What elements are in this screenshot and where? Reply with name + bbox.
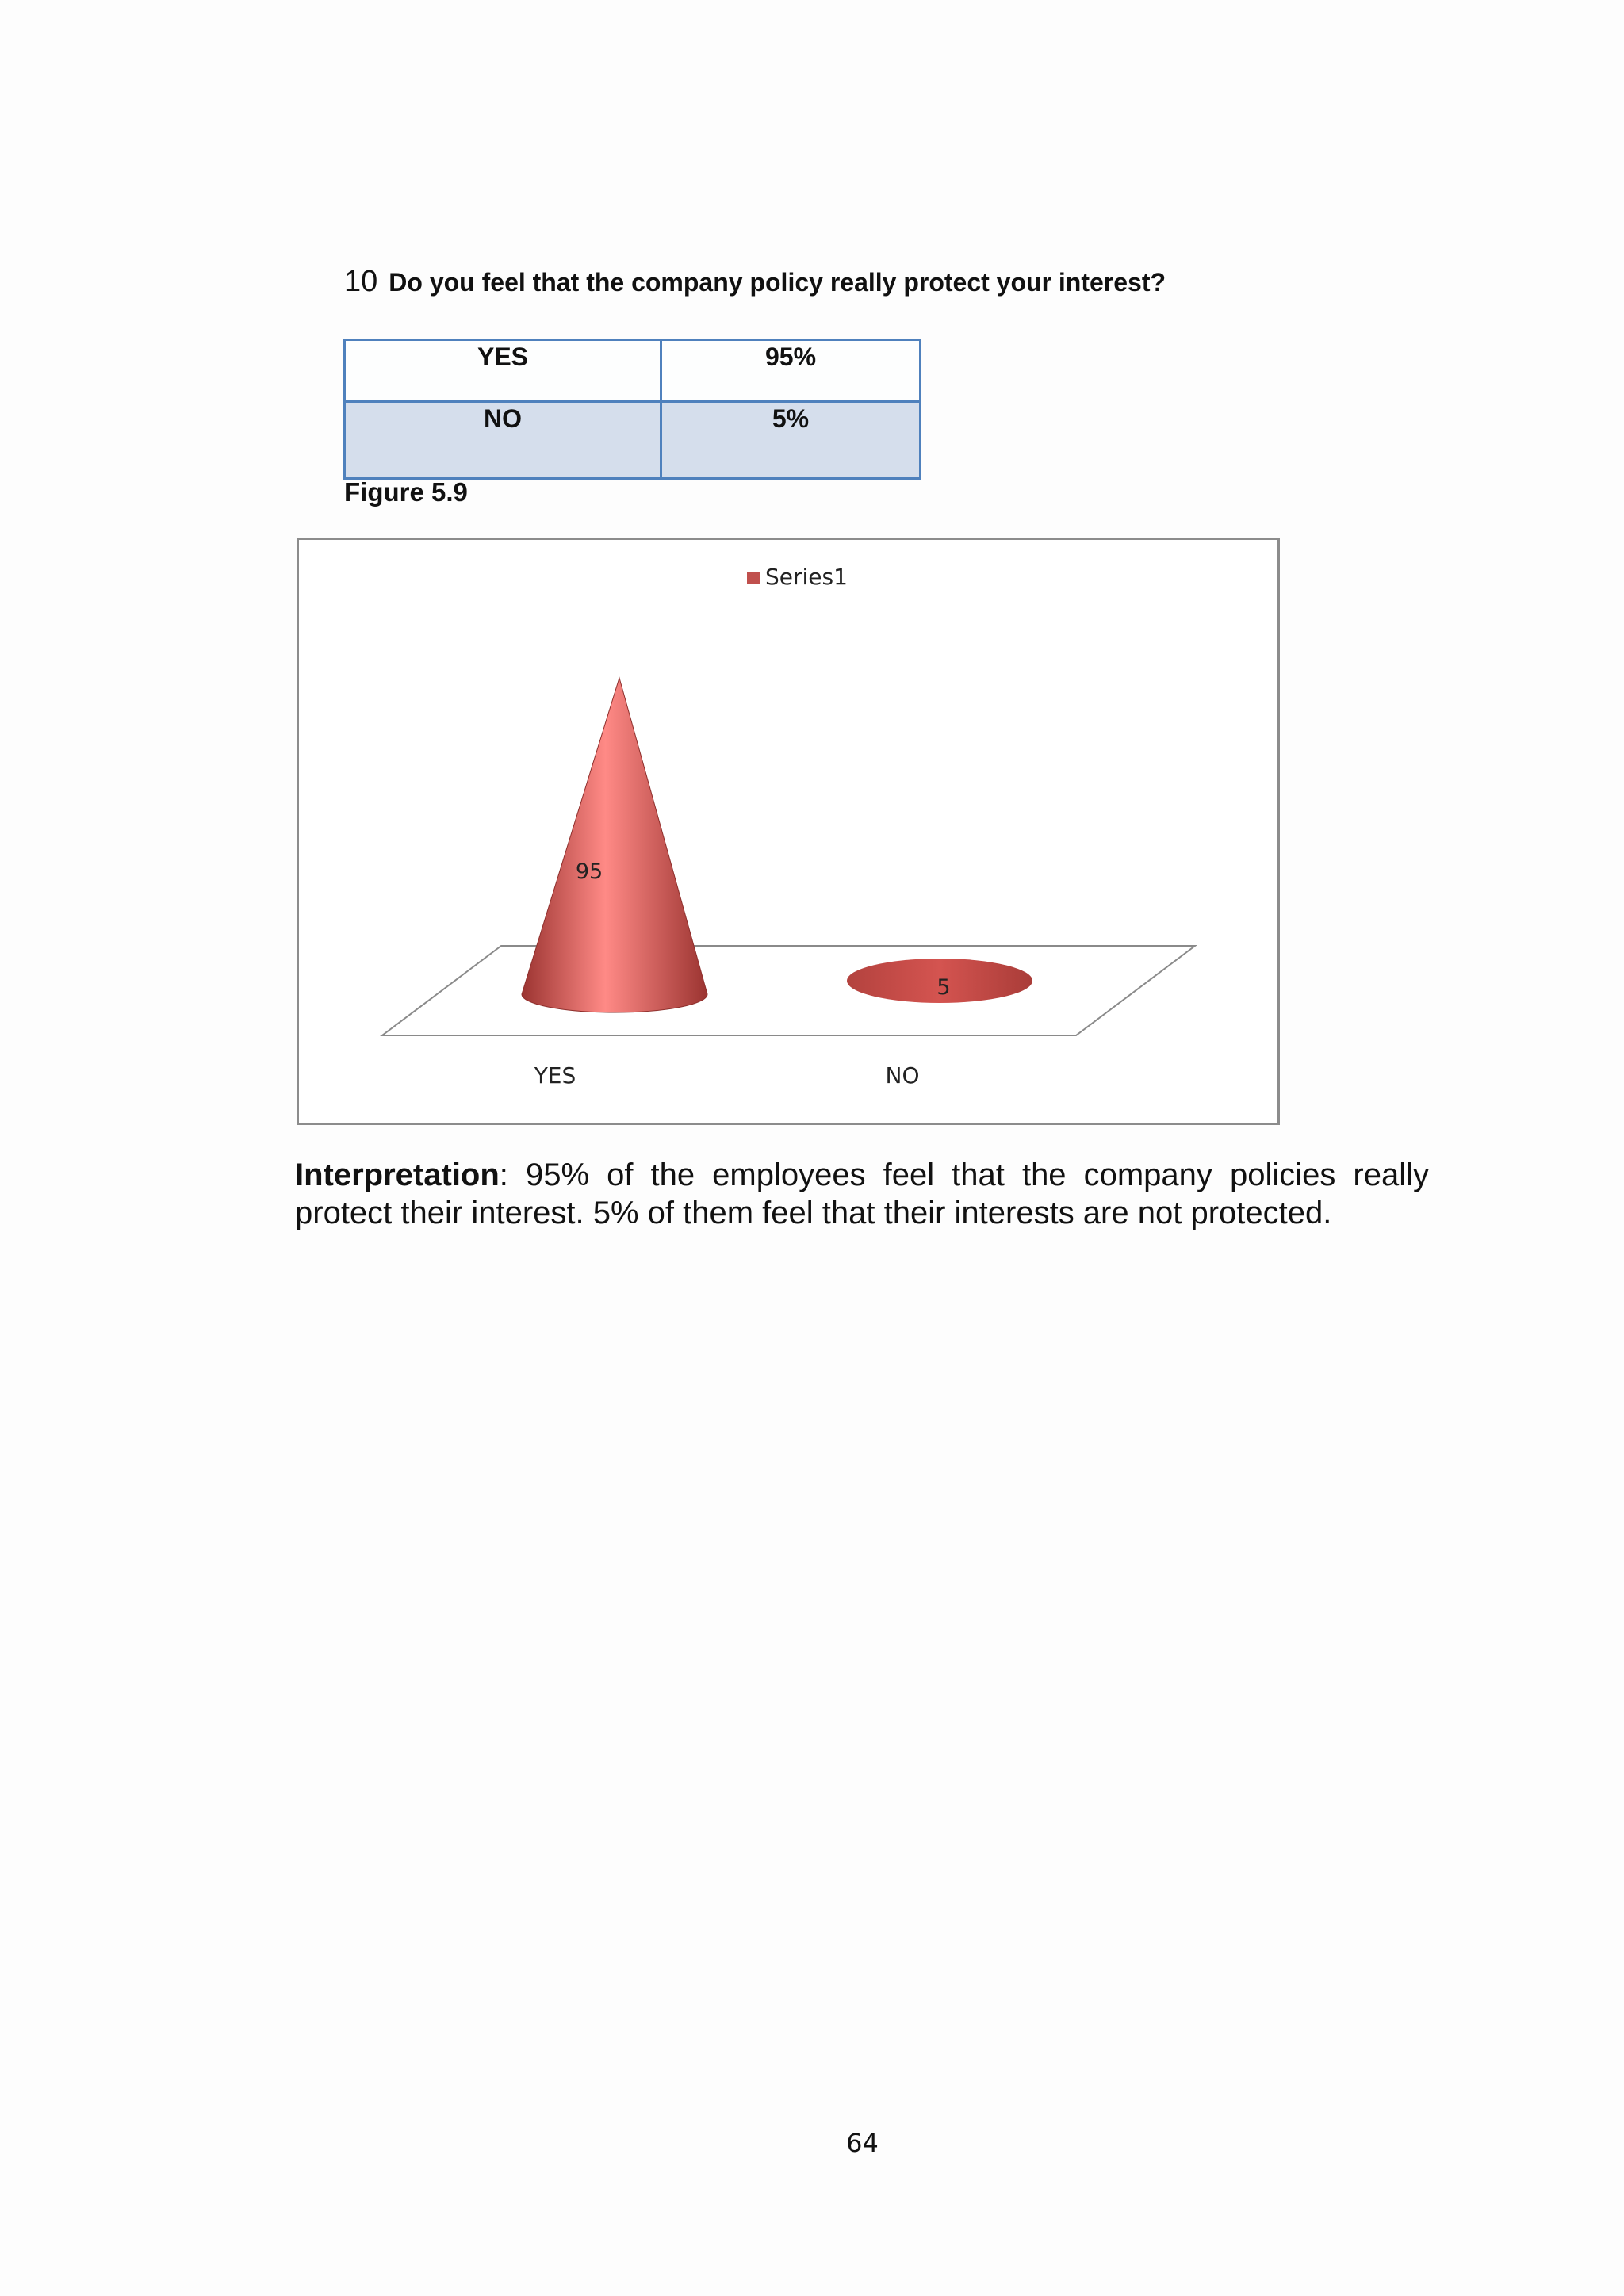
data-label: 95 [575, 859, 603, 884]
question-number: 10 [344, 265, 378, 298]
legend-label: Series1 [765, 564, 848, 590]
question [344, 265, 1166, 299]
table-row [345, 402, 921, 479]
interpretation-separator: : [499, 1158, 508, 1192]
response-table [343, 339, 921, 480]
interpretation-text: 95% of the employees feel that the company policies really protect their interest. 5% of them feel that their interests are not protected. [295, 1158, 1429, 1230]
table-cell-label: NO [345, 402, 661, 479]
table-row [345, 340, 921, 402]
cone-bar-yes [522, 678, 707, 1012]
chart-svg [299, 540, 1277, 1123]
category-label: NO [885, 1062, 920, 1089]
chart-floor [382, 946, 1195, 1035]
legend-swatch [747, 572, 760, 584]
page-number: 64 [846, 2128, 879, 2158]
question-text: Do you feel that the company policy really protect your interest? [389, 268, 1166, 297]
chart [297, 538, 1280, 1125]
category-label: YES [534, 1062, 576, 1089]
figure-caption: Figure 5.9 [344, 477, 468, 507]
table-cell-label: YES [345, 340, 661, 402]
table-cell-value: 5% [661, 402, 921, 479]
interpretation [295, 1156, 1429, 1232]
interpretation-label: Interpretation [295, 1158, 500, 1192]
data-label: 5 [936, 975, 951, 1000]
table-cell-value: 95% [661, 340, 921, 402]
